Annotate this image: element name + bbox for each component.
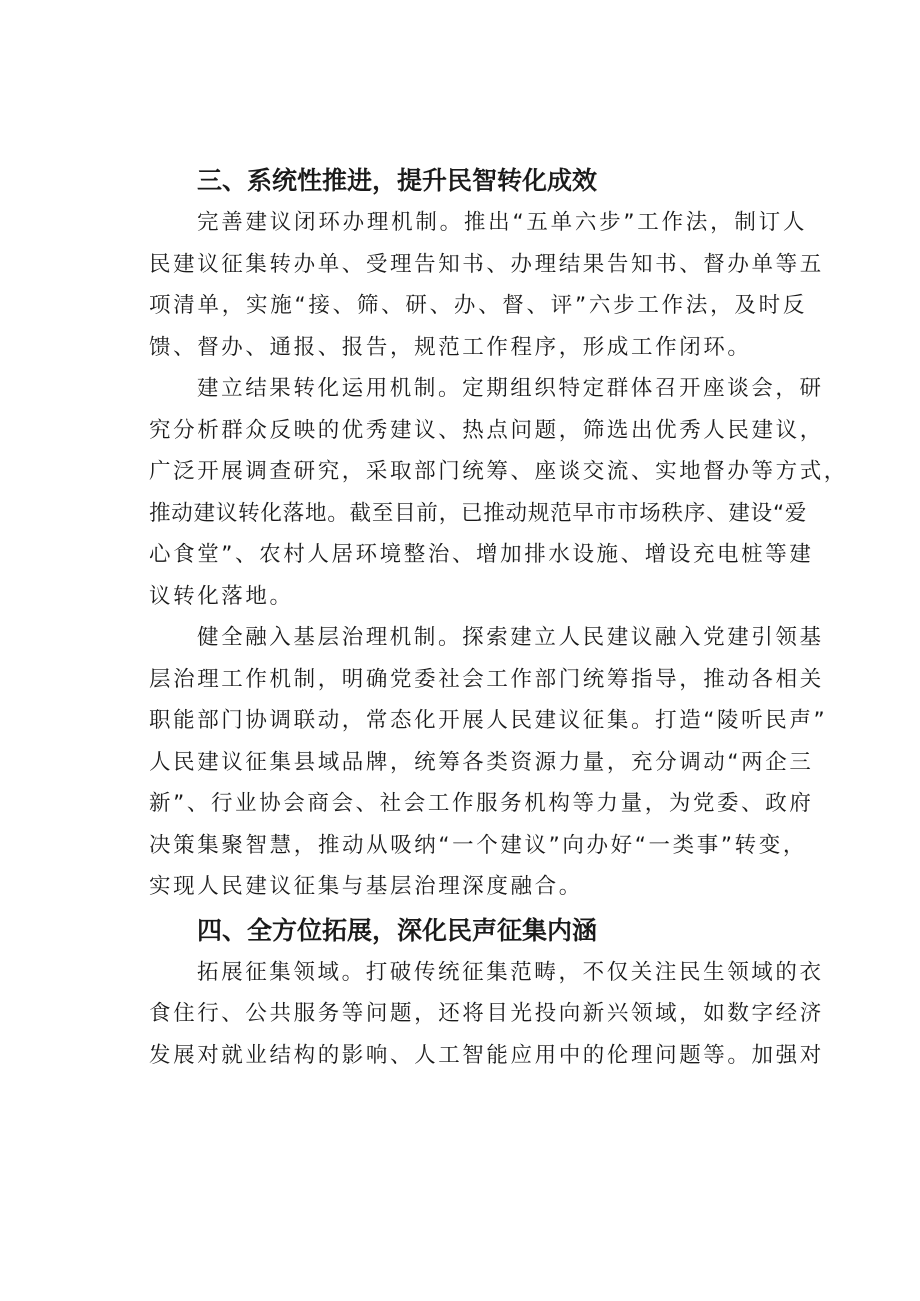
text-line: 拓展征集领域。打破传统征集范畴，不仅关注民生领域的衣 bbox=[197, 959, 824, 985]
text-line: 心食堂”、农村人居环境整治、增加排水设施、增设充电桩等建 bbox=[149, 542, 814, 567]
text-line: 健全融入基层治理机制。探索建立人民建议融入党建引领基 bbox=[197, 625, 824, 650]
text-line: 究分析群众反映的优秀建议、热点问题，筛选出优秀人民建议， bbox=[149, 417, 824, 443]
text-line: 项清单，实施“接、筛、研、办、督、评”六步工作法，及时反 bbox=[149, 293, 807, 318]
text-line: 食住行、公共服务等问题，还将目光投向新兴领域，如数字经济 bbox=[149, 1001, 824, 1026]
paragraph-closed-loop bbox=[149, 202, 824, 368]
text-line: 职能部门协调联动，常态化开展人民建议征集。打造“陵听民声” bbox=[149, 708, 828, 733]
paragraph-grassroots-governance bbox=[149, 617, 828, 908]
paragraph-result-transformation bbox=[149, 368, 848, 617]
text-line: 完善建议闭环办理机制。推出“五单六步”工作法，制订人 bbox=[197, 210, 807, 235]
text-line: 推动建议转化落地。截至目前，已推动规范早市市场秩序、建设“爱 bbox=[149, 500, 807, 526]
text-line: 新”、行业协会商会、社会工作服务机构等力量，为党委、政府 bbox=[149, 791, 814, 816]
text-line: 实现人民建议征集与基层治理深度融合。 bbox=[149, 874, 583, 899]
text-line: 议转化落地。 bbox=[149, 583, 294, 609]
section-heading-3: 三、系统性推进，提升民智转化成效 bbox=[197, 166, 598, 195]
text-line: 民建议征集转办单、受理告知书、办理结果告知书、督办单等五 bbox=[149, 251, 824, 277]
text-line: 建立结果转化运用机制。定期组织特定群体召开座谈会，研 bbox=[197, 376, 824, 401]
text-line: 发展对就业结构的影响、人工智能应用中的伦理问题等。加强对 bbox=[149, 1042, 824, 1068]
text-line: 决策集聚智慧，推动从吸纳“一个建议”向办好“一类事”转变， bbox=[149, 832, 807, 858]
document-body bbox=[149, 160, 848, 1076]
section-heading-4: 四、全方位拓展，深化民声征集内涵 bbox=[197, 915, 598, 945]
text-line: 广泛开展调查研究，采取部门统筹、座谈交流、实地督办等方式， bbox=[149, 459, 848, 484]
text-line: 馈、督办、通报、报告，规范工作程序，形成工作闭环。 bbox=[149, 334, 752, 360]
paragraph-expand-fields bbox=[149, 952, 824, 1077]
text-line: 人民建议征集县域品牌，统筹各类资源力量，充分调动“两企三 bbox=[149, 749, 814, 775]
text-line: 层治理工作机制，明确党委社会工作部门统筹指导，推动各相关 bbox=[149, 666, 824, 692]
